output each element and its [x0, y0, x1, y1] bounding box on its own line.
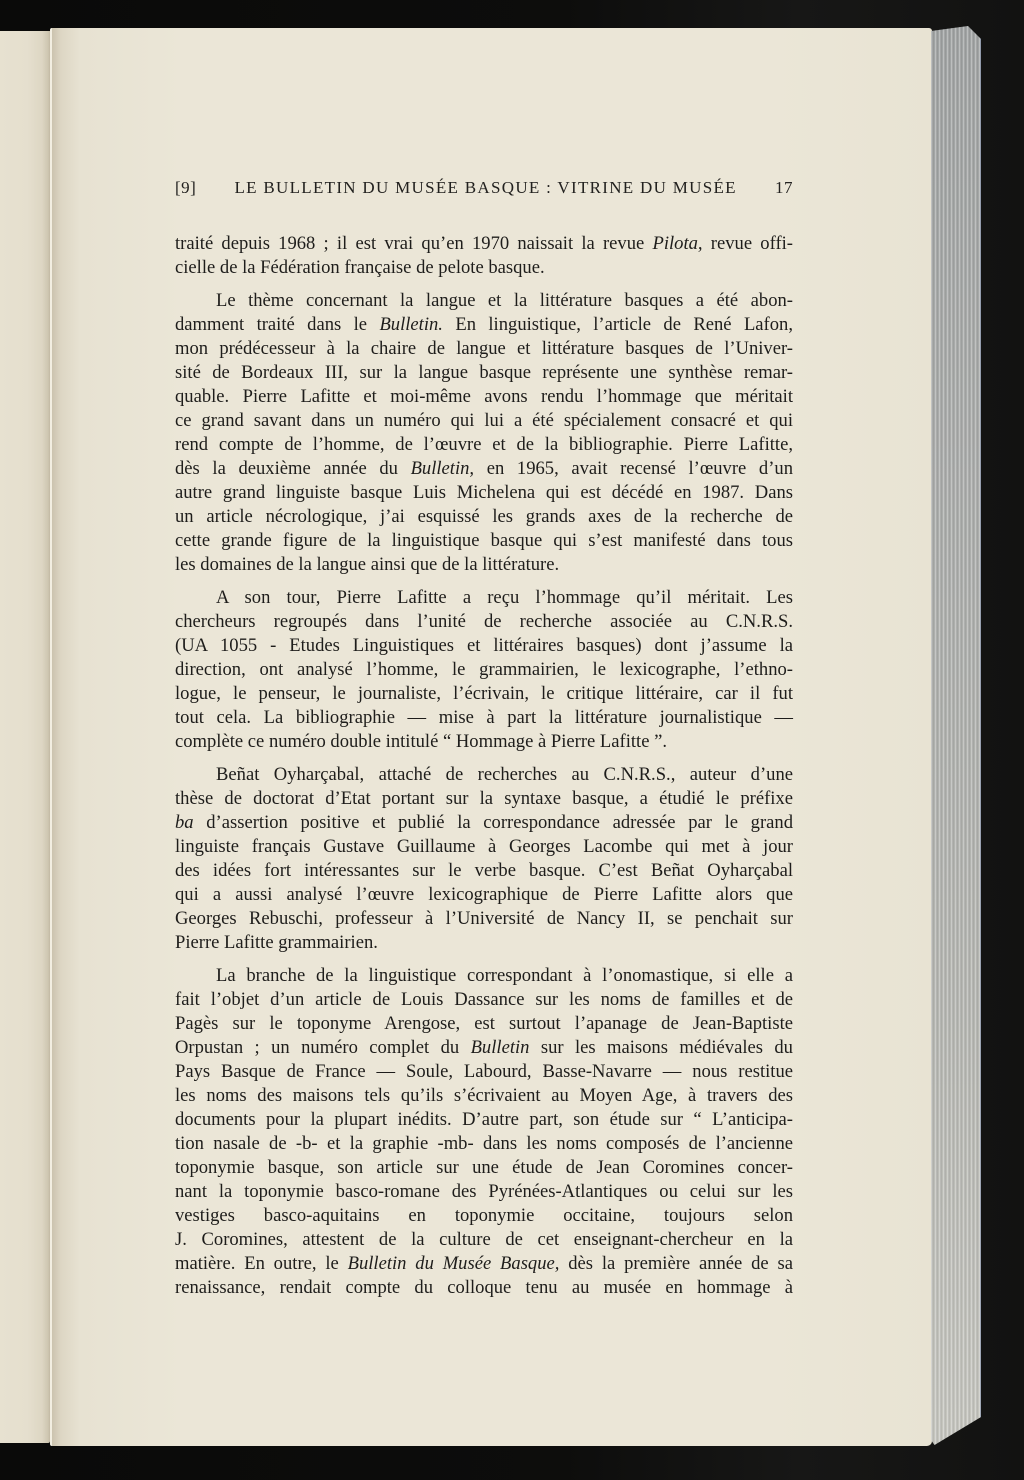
text-line: Pays Basque de France — Soule, Labourd, Basse-Navarre — nous restitue	[175, 1061, 793, 1082]
text-line: Orpustan ; un numéro complet du Bulletin sur les maisons médiévales du	[175, 1037, 793, 1058]
text-line: thèse de doctorat d’Etat portant sur la syntaxe basque, a étudié le préfixe	[175, 788, 793, 809]
text-line: rend compte de l’homme, de l’œuvre et de la bibliographie. Pierre Lafitte,	[175, 434, 793, 455]
text-line: traité depuis 1968 ; il est vrai qu’en 1970 naissait la revue Pilota, revue offi-	[175, 233, 794, 254]
text-line: un article nécrologique, j’ai esquissé les grands axes de la recherche de	[175, 506, 793, 527]
text-line: fait l’objet d’un article de Louis Dassance sur les noms de familles et de	[175, 989, 793, 1010]
text-line: A son tour, Pierre Lafitte a reçu l’hommage qu’il méritait. Les	[216, 587, 793, 608]
text-line: quable. Pierre Lafitte et moi-même avons rendu l’hommage que méritait	[175, 386, 793, 407]
paragraph	[175, 586, 793, 754]
text-line: dès la deuxième année du Bulletin, en 1965, avait recensé l’œuvre d’un	[175, 458, 794, 479]
text-line: cette grande figure de la linguistique basque qui s’est manifesté dans tous	[175, 530, 793, 551]
text-line: Pagès sur le toponyme Arengose, est surtout l’apanage de Jean-Baptiste	[175, 1013, 793, 1034]
text-line: autre grand linguiste basque Luis Michelena qui est décédé en 1987. Dans	[175, 482, 793, 503]
text-line: tion nasale de -b- et la graphie -mb- dans les noms composés de l’ancienne	[175, 1133, 793, 1154]
text-line: vestiges basco-aquitains en toponymie occitaine, toujours selon	[175, 1205, 793, 1226]
header-running-title: LE BULLETIN DU MUSÉE BASQUE : VITRINE DU MUSÉE	[234, 178, 737, 197]
page-content	[175, 178, 793, 1300]
header-section-ref: [9]	[175, 178, 197, 197]
facing-page-edge	[0, 31, 50, 1443]
book-page	[50, 28, 932, 1446]
paragraph	[175, 289, 793, 577]
text-line: les domaines de la langue ainsi que de la littérature.	[175, 554, 560, 575]
header-page-number: 17	[774, 178, 793, 197]
text-line: ba d’assertion positive et publié la correspondance adressée par le grand	[175, 812, 793, 833]
text-line: toponymie basque, son article sur une étude de Jean Coromines concer-	[175, 1157, 793, 1178]
text-line: qui a aussi analysé l’œuvre lexicographique de Pierre Lafitte alors que	[175, 884, 793, 905]
paragraph	[175, 964, 793, 1300]
text-line: documents pour la plupart inédits. D’autre part, son étude sur “ L’anticipa-	[175, 1109, 793, 1130]
text-line: renaissance, rendait compte du colloque tenu au musée en hommage à	[175, 1277, 793, 1298]
text-line: complète ce numéro double intitulé “ Hommage à Pierre Lafitte ”.	[175, 731, 668, 752]
text-line: Beñat Oyharçabal, attaché de recherches au C.N.R.S., auteur d’une	[216, 764, 793, 785]
text-line: linguiste français Gustave Guillaume à Georges Lacombe qui met à jour	[175, 836, 793, 857]
page-header	[175, 178, 793, 198]
text-line: mon prédécesseur à la chaire de langue et littérature basques de l’Univer-	[175, 338, 793, 359]
text-line: les noms des maisons tels qu’ils s’écrivaient au Moyen Age, à travers des	[175, 1085, 793, 1106]
text-line: sité de Bordeaux III, sur la langue basque représente une synthèse remar-	[175, 362, 793, 383]
text-line: Pierre Lafitte grammairien.	[175, 932, 378, 953]
text-line: ce grand savant dans un numéro qui lui a été spécialement consacré et qui	[175, 410, 793, 431]
text-line: tout cela. La bibliographie — mise à part la littérature journalistique —	[175, 707, 793, 728]
text-line: J. Coromines, attestent de la culture de cet enseignant-chercheur en la	[175, 1229, 793, 1250]
text-line: direction, ont analysé l’homme, le grammairien, le lexicographe, l’ethno-	[175, 659, 793, 680]
text-line: Georges Rebuschi, professeur à l’Université de Nancy II, se penchait sur	[175, 908, 793, 929]
text-line: cielle de la Fédération française de pelote basque.	[175, 257, 545, 278]
text-line: Le thème concernant la langue et la littérature basques a été abon-	[216, 290, 793, 311]
text-line: logue, le penseur, le journaliste, l’écrivain, le critique littéraire, car il fut	[175, 683, 793, 704]
page-stack-fore-edge	[931, 26, 981, 1447]
body-text	[175, 232, 793, 1300]
paragraph	[175, 763, 793, 955]
text-line: chercheurs regroupés dans l’unité de recherche associée au C.N.R.S.	[175, 611, 793, 632]
text-line: nant la toponymie basco-romane des Pyrénées-Atlantiques ou celui sur les	[175, 1181, 793, 1202]
text-line: (UA 1055 - Etudes Linguistiques et littéraires basques) dont j’assume la	[175, 635, 793, 656]
text-line: matière. En outre, le Bulletin du Musée Basque, dès la première année de sa	[175, 1253, 793, 1274]
text-line: des idées fort intéressantes sur le verbe basque. C’est Beñat Oyharçabal	[175, 860, 793, 881]
text-line: damment traité dans le Bulletin. En linguistique, l’article de René Lafon,	[175, 314, 793, 335]
paragraph	[175, 232, 793, 280]
text-line: La branche de la linguistique correspondant à l’onomastique, si elle a	[216, 965, 793, 986]
